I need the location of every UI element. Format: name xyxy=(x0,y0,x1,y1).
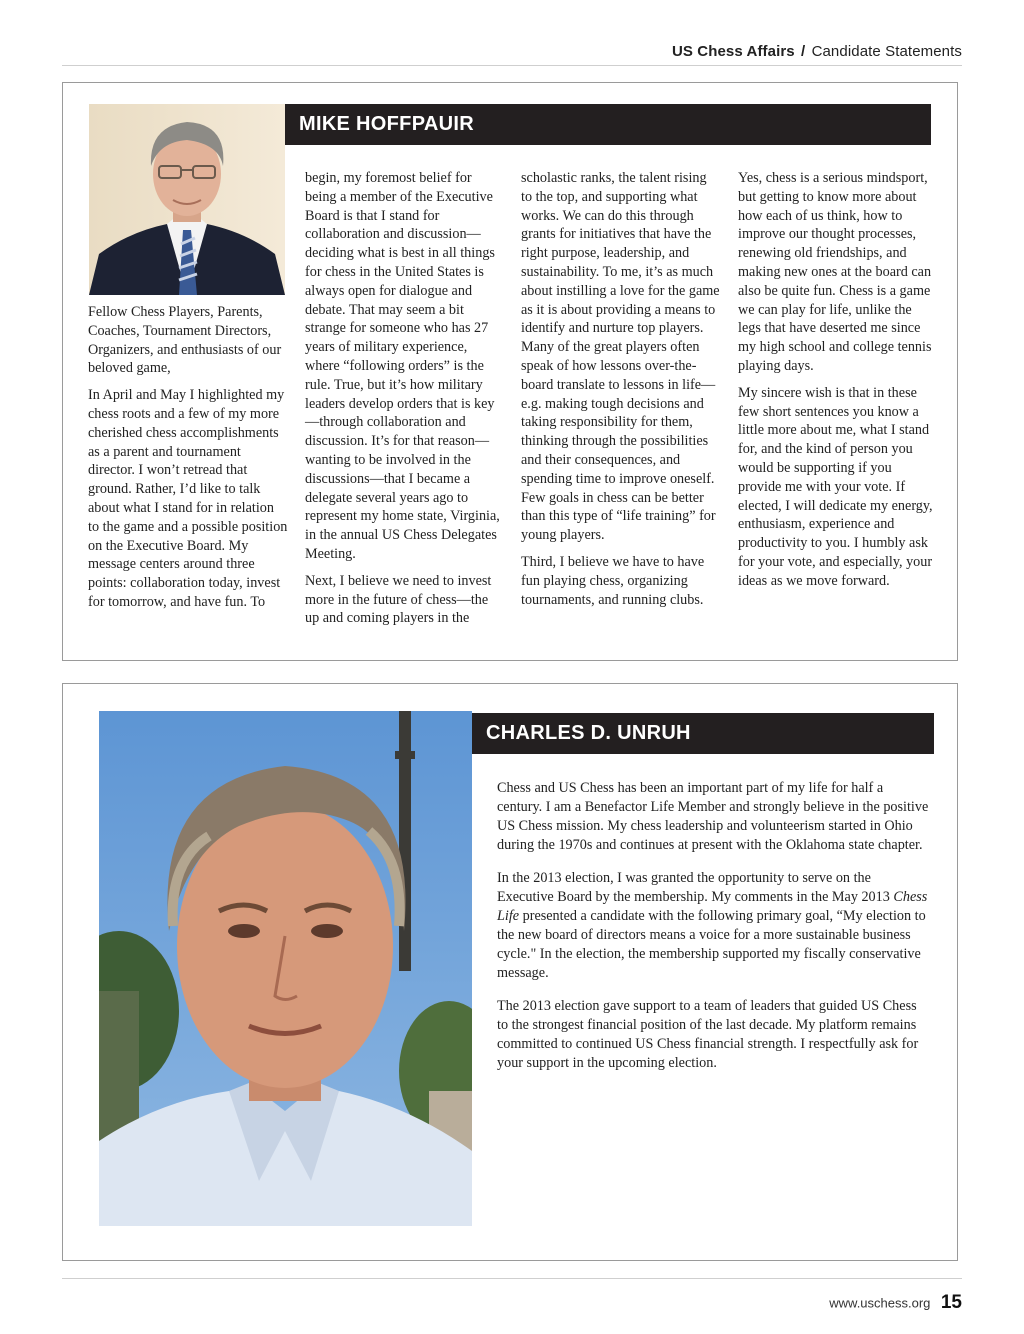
hoffpauir-paragraph: Yes, chess is a serious mindsport, but getting to know more about how each of us think, how to improve our thought processes, renewing old friendships, and making new ones at the board can also be quite fun. Chess is a game we can play for life, unlike the legs that have deserted me since my high school and college tennis playing days. xyxy=(738,170,932,374)
section-separator: / xyxy=(801,43,806,60)
publication-title: Chess Life xyxy=(497,889,928,924)
section-title: US Chess Affairs xyxy=(671,43,795,60)
hoffpauir-paragraph: Third, I believe we have to have fun playing chess, organizing tournaments, and running clubs. xyxy=(521,553,705,608)
hoffpauir-portrait-photo xyxy=(89,104,285,295)
hoffpauir-paragraph: Fellow Chess Players, Parents, Coaches, Tournament Directors, Organizers, and enthusiasts of our beloved game, xyxy=(88,304,282,377)
page-footer xyxy=(829,1292,962,1314)
candidate-name-hoffpauir: MIKE HOFFPAUIR xyxy=(285,104,931,145)
unruh-paragraph-text: presented a candidate with the following primary goal, “My election to the new board of directors means a voice for a more sustainable business cycle." In the election, the membership supported my fiscally conservative message. xyxy=(497,908,926,981)
hoffpauir-column-1 xyxy=(88,303,288,620)
unruh-portrait-photo xyxy=(99,711,472,1226)
header-divider xyxy=(62,65,962,66)
unruh-paragraph xyxy=(497,869,929,983)
hoffpauir-paragraph: scholastic ranks, the talent rising to the top, and supporting what works. We can do this through grants for initiatives that have the right purpose, leadership, and sustainability. To me, it’s as much about instilling a love for the game as it is about providing a means to identify and nurture top players. Many of the great players often speak of how lessons over-the-board translate to lessons in life—e.g. making tough decisions and taking responsibility for them, thinking through the possibilities and their consequences, and spending time to improve oneself. Few goals in chess can be better than this type of “life training” for young players. xyxy=(521,170,720,544)
candidate-name-unruh: CHARLES D. UNRUH xyxy=(472,713,934,754)
hoffpauir-column-4 xyxy=(738,169,938,599)
subsection-title: Candidate Statements xyxy=(811,43,962,60)
unruh-statement xyxy=(497,779,929,1087)
unruh-paragraph: Chess and US Chess has been an important part of my life for half a century. I am a Benefactor Life Member and strongly believe in the positive US Chess mission. My chess leadership and volunteerism started in Ohio during the 1970s and continues at present with the Oklahoma state chapter. xyxy=(497,780,929,853)
hoffpauir-column-2 xyxy=(305,169,505,636)
hoffpauir-paragraph: begin, my foremost belief for being a member of the Executive Board is that I stand for collaboration and discussion—deciding what is best in all things for chess in the United States is always open for dialogue and debate. That may seem a bit strange for someone who has 27 years of military experience, where “following orders” is the rule. True, but it’s how military leaders develop orders that is key—through collaboration and discussion. It’s for that reason—wanting to be involved in the discussions—that I became a delegate several years ago to represent my home state, Virginia, in the annual US Chess Delegates Meeting. xyxy=(305,170,500,562)
hoffpauir-column-3 xyxy=(521,169,721,617)
hoffpauir-paragraph: My sincere wish is that in these few short sentences you know a little more about me, what I stand for, and the kind of person you would be supporting if you provide me with your vote. If elected, I will dedicate my energy, enthusiasm, experience and productivity to you. I humbly ask for your vote, and especially, your ideas as we move forward. xyxy=(738,384,933,589)
hoffpauir-paragraph: Next, I believe we need to invest more in the future of chess—the up and coming players in the xyxy=(305,572,492,627)
website-url: www.uschess.org xyxy=(829,1295,931,1311)
running-head xyxy=(672,43,962,60)
hoffpauir-paragraph: In April and May I highlighted my chess roots and a few of my more cherished chess accomplishments as a parent and tournament director. I won’t retread that ground. Rather, I’d like to talk about what I stand for in relation to the game and a possible position on the Executive Board. My message centers around three points: collaboration today, invest for tomorrow, and have fun. To xyxy=(88,387,288,610)
unruh-paragraph: The 2013 election gave support to a team of leaders that guided US Chess to the strongest financial position of the last decade. My platform remains committed to continued US Chess financial strength. I respectfully ask for your support in the upcoming election. xyxy=(497,998,919,1071)
page-number: 15 xyxy=(940,1292,962,1313)
unruh-paragraph-text: In the 2013 election, I was granted the opportunity to serve on the Executive Board by the membership. My comments in the May 2013 xyxy=(497,870,894,905)
footer-divider xyxy=(62,1278,962,1279)
